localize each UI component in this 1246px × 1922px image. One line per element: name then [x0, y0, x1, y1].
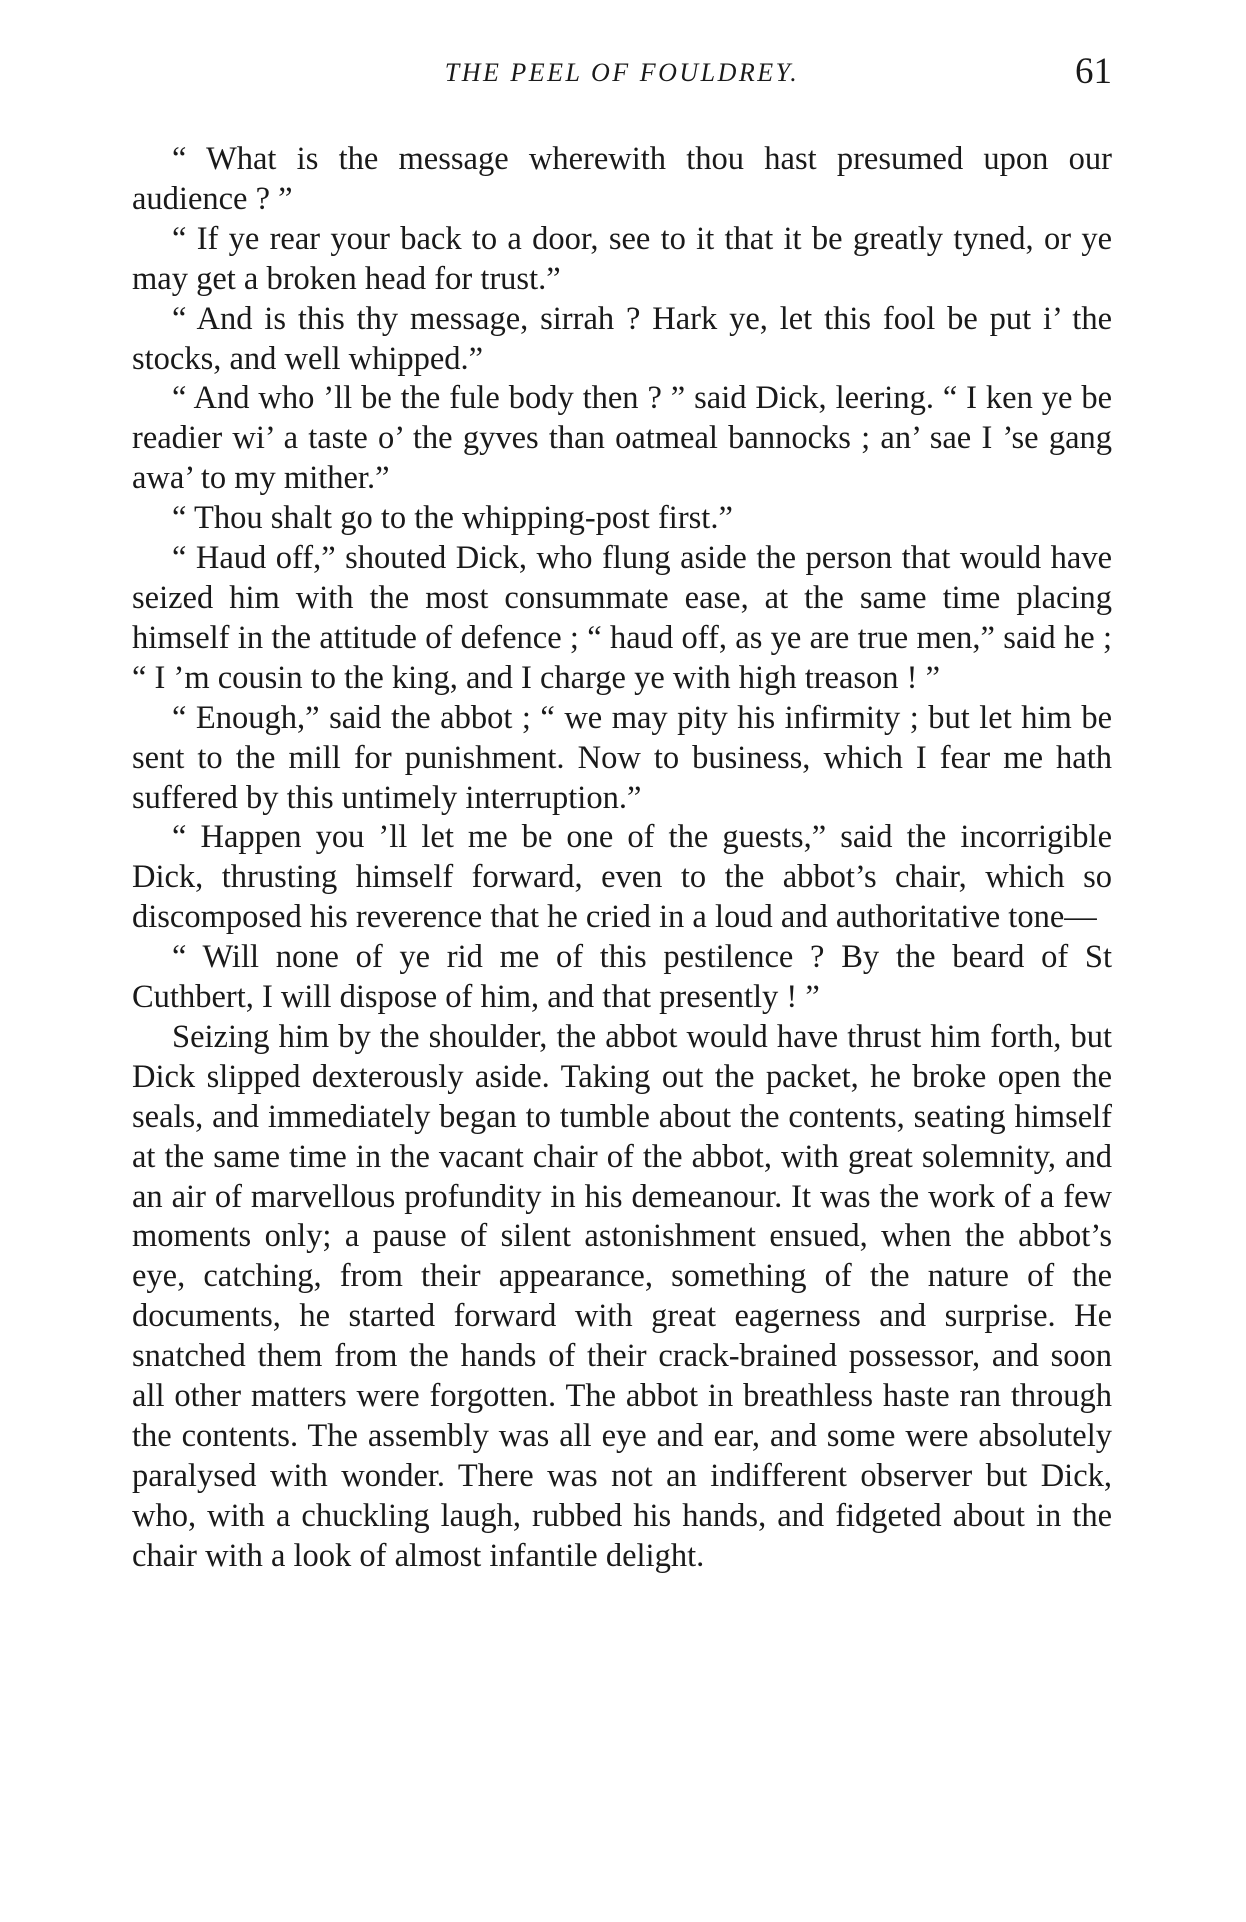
- paragraph: “ Thou shalt go to the whipping-post first.”: [172, 500, 733, 537]
- paragraph: “ And who ’ll be the fule body then ? ” said Dick, leering. “ I ken ye be readier wi’ a taste o’ the gyves than oatmeal bannocks ; an’ sae I ’se gang awa’ to my mither.”: [132, 380, 1112, 497]
- body-text: [132, 140, 1112, 1577]
- page-number: 61: [1075, 51, 1112, 92]
- paragraph: “ Will none of ye rid me of this pestilence ? By the beard of St Cuthbert, I will dispose of him, and that presently ! ”: [132, 939, 1112, 1016]
- paragraph: Seizing him by the shoulder, the abbot would have thrust him forth, but Dick slipped dexterously aside. Taking out the packet, he broke open the seals, and immediately began to tumble about the contents, seating himself at the same time in the vacant chair of the abbot, with great solemnity, and an air of marvellous profundity in his demeanour. It was the work of a few moments only; a pause of silent astonishment ensued, when the abbot’s eye, catching, from their appearance, something of the nature of the documents, he started forward with great eagerness and surprise. He snatched them from the hands of their crack-brained possessor, and soon all other matters were forgotten. The abbot in breathless haste ran through the contents. The assembly was all eye and ear, and some were absolutely paralysed with wonder. There was not an indifferent observer but Dick, who, with a chuckling laugh, rubbed his hands, and fidgeted about in the chair with a look of almost infantile delight.: [132, 1018, 1112, 1574]
- paragraph: “ And is this thy message, sirrah ? Hark ye, let this fool be put i’ the stocks, and well whipped.”: [132, 300, 1112, 377]
- paragraph: “ If ye rear your back to a door, see to it that it be greatly tyned, or ye may get a broken head for trust.”: [132, 220, 1112, 297]
- paragraph: “ Happen you ’ll let me be one of the guests,” said the incorrigible Dick, thrusting himself forward, even to the abbot’s chair, which so discomposed his reverence that he cried in a loud and authoritative tone—: [132, 819, 1112, 936]
- book-page: [132, 51, 1112, 1577]
- running-head: [132, 51, 1112, 108]
- paragraph: “ Enough,” said the abbot ; “ we may pity his infirmity ; but let him be sent to the mill for punishment. Now to business, which I fear me hath suffered by this untimely interruption.”: [132, 699, 1112, 816]
- paragraph: “ What is the message wherewith thou hast presumed upon our audience ? ”: [132, 141, 1112, 217]
- running-title: THE PEEL OF FOULDREY.: [444, 58, 800, 87]
- paragraph: “ Haud off,” shouted Dick, who flung aside the person that would have seized him with the most consummate ease, at the same time placing himself in the attitude of defence ; “ haud off, as ye are true men,” said he ; “ I ’m cousin to the king, and I charge ye with high treason ! ”: [132, 540, 1112, 696]
